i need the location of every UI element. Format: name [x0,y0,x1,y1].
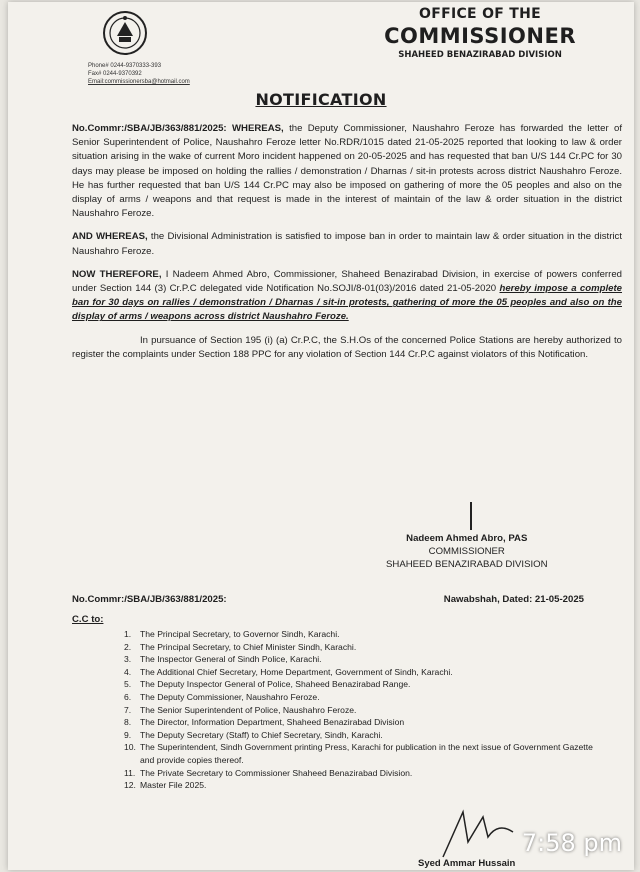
list-item-text: The Inspector General of Sindh Police, Karachi. [140,654,322,665]
notification-title [8,90,634,110]
list-item-text: The Senior Superintendent of Police, Naushahro Feroze. [140,704,357,715]
now-therefore-text: I Nadeem Ahmed Abro, Commissioner, Shaheed Benazirabad Division, in exercise of powers conferred under Section 144 (3) Cr.P.C delegated vide Notification No.SOJI/8-01(03)/2016 dated 21-05-2020 [72,268,622,295]
list-item [124,779,594,792]
footer-reference-number: No.Commr:/SBA/JB/363/881/2025: [72,594,227,605]
and-whereas-lead: AND WHEREAS, [72,231,148,243]
list-item [124,691,594,704]
list-item-text: The Additional Chief Secretary, Home Department, Government of Sindh, Karachi. [140,666,453,677]
list-item-text: Master File 2025. [140,780,207,791]
contact-block [88,62,190,86]
letterhead [384,6,576,60]
list-item-number: 10. [124,742,136,753]
fax-number: Fax# 0244-9370392 [88,71,142,77]
now-therefore-lead: NOW THEREFORE, [72,268,162,280]
office-of-text: OFFICE OF THE [419,6,542,22]
and-whereas-text: the Divisional Administration is satisfied to impose ban in order to maintain law & order situation in the district Naushahro Feroze. [72,231,622,257]
pursuance-text: In pursuance of Section 195 (i) (a) Cr.P.C, the S.H.Os of the concerned Police Stations are hereby authorized to register the complaints under Section 188 PPC for any violation of Section 144 Cr.P.C against violators of this Notification. [72,334,622,360]
paragraph-and-whereas [72,230,622,258]
list-item-number: 3. [124,654,132,665]
list-item-number: 8. [124,717,132,728]
list-item [124,704,594,717]
list-item-number: 9. [124,729,132,740]
notification-title-text: NOTIFICATION [255,90,387,109]
footer-reference-line [72,594,584,605]
list-item-number: 5. [124,679,132,690]
list-item-text: The Private Secretary to Commissioner Shaheed Benazirabad Division. [140,767,413,778]
list-item [124,653,594,666]
list-item [124,666,594,679]
cc-label: C.C to: [72,614,104,625]
whereas-text: the Deputy Commissioner, Naushahro Feroze has forwarded the letter of Senior Superintendent of Police, Naushahro Feroze letter No.RDR/1015 dated 21-05-2025 reported that looking to law & order situation arising in the wake of current Moro incident happened on 20-05-2025 and has requested that ban U/S 144 Cr.PC for 30 days may please be imposed on holding the rallies / demonstration / Dharnas / sit-in protests across district Naushahro Feroze. He has further requested that ban U/S 144 Cr.PC may also be imposed on gathering of more the 05 peoples and also on the display of arms / weapons and that request is made in the interest of maintain of the law & order situation in the district Naushahro Feroze. [72,123,622,220]
list-item [124,767,594,780]
email-address: Email:commissionersba@hotmail.com [88,79,190,85]
list-item-number: 2. [124,641,132,652]
handwritten-signature-icon [438,802,518,862]
stamp-name: Syed Ammar Hussain [418,858,516,869]
commissioner-heading: COMMISSIONER [384,24,576,48]
list-item-number: 1. [124,629,132,639]
notification-body [72,122,622,371]
list-item [124,716,594,729]
list-item-text: The Deputy Inspector General of Police, Shaheed Benazirabad Range. [140,679,411,690]
list-item-text: The Principal Secretary, to Chief Minister Sindh, Karachi. [140,641,357,652]
timestamp-overlay: 7:58 pm [521,829,622,857]
phone-number: Phone# 0244-9370333-393 [88,63,162,69]
list-item [124,641,594,654]
signatory-designation: COMMISSIONER [428,546,505,557]
list-item-number: 7. [124,704,132,715]
list-item-number: 11. [124,767,136,778]
list-item [124,678,594,691]
paragraph-now-therefore [72,268,622,325]
cc-list [124,628,594,792]
list-item [124,628,594,641]
notification-page [8,2,634,870]
signatory-name: Nadeem Ahmed Abro, PAS [406,533,528,544]
government-seal-icon [102,10,148,56]
signatory-division: SHAHEED BENAZIRABAD DIVISION [386,559,548,570]
signature-mark [470,502,472,530]
whereas-lead: WHEREAS, [232,123,284,134]
ban-order-text: hereby impose a complete ban for 30 days on rallies / demonstration / Dharnas / sit-in protests, gathering of more the 05 peoples and also on the display of arms / weapons across district Naushahro Feroze. [72,283,622,323]
paragraph-pursuance [72,334,622,362]
division-heading: SHAHEED BENAZIRABAD DIVISION [398,50,562,60]
list-item-number: 6. [124,691,132,702]
list-item-text: The Director, Information Department, Shaheed Benazirabad Division [140,717,405,728]
footer-dated: Nawabshah, Dated: 21-05-2025 [443,594,584,605]
list-item [124,741,594,766]
list-item-text: The Superintendent, Sindh Government printing Press, Karachi for publication in the next issue of Government Gazette and provide copies thereof. [140,742,593,765]
list-item [124,729,594,742]
list-item-number: 4. [124,666,132,677]
reference-number: No.Commr:/SBA/JB/363/881/2025: [72,123,227,134]
list-item-text: The Principal Secretary, to Governor Sindh, Karachi. [140,629,340,639]
paragraph-whereas [72,122,622,221]
signature-block [386,532,548,571]
list-item-text: The Deputy Secretary (Staff) to Chief Secretary, Sindh, Karachi. [140,729,383,740]
list-item-number: 12. [124,780,136,791]
list-item-text: The Deputy Commissioner, Naushahro Feroze. [140,691,320,702]
